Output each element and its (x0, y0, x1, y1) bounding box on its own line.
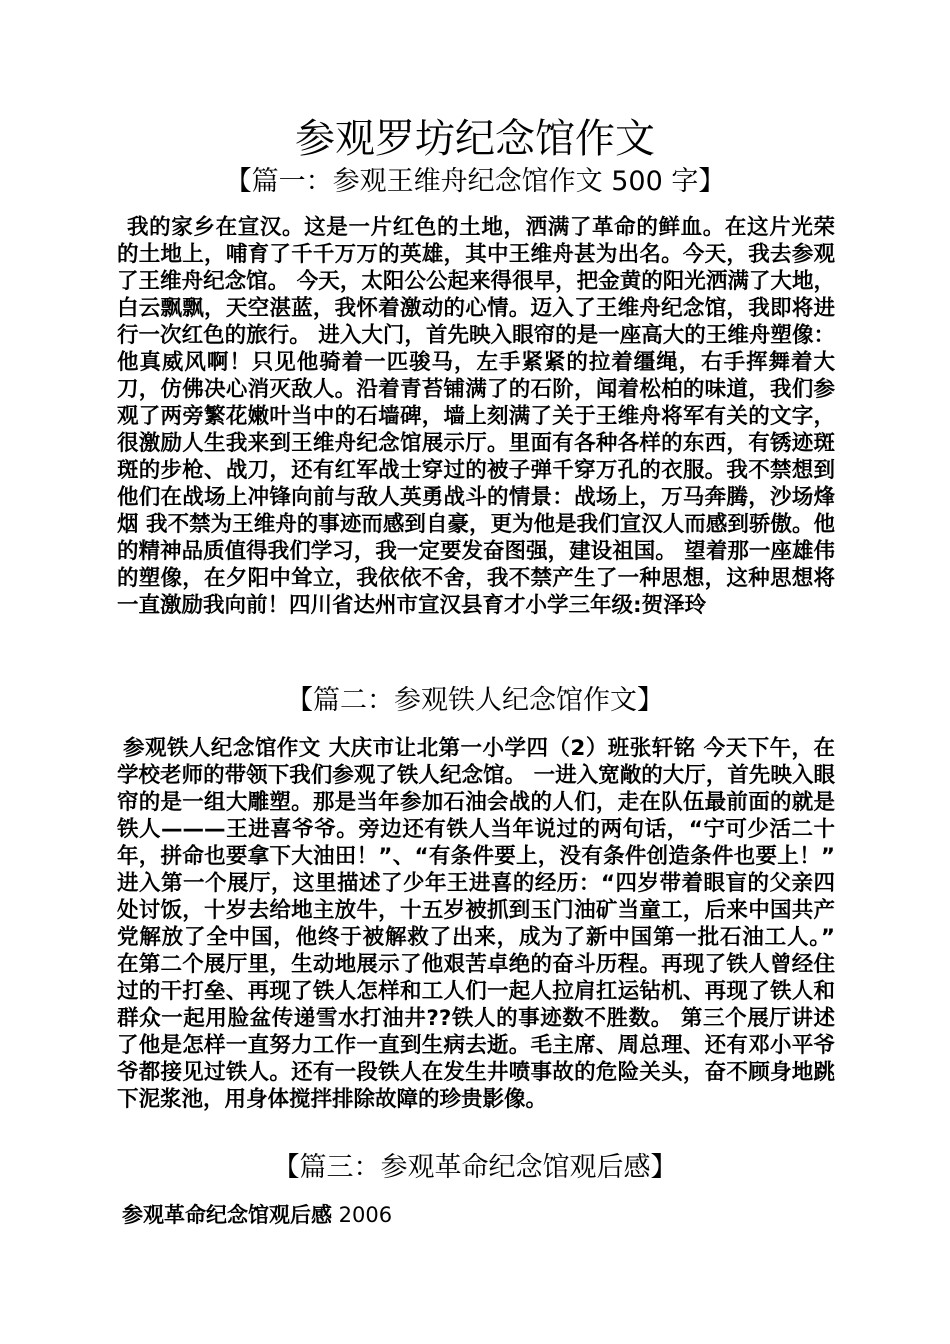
section-intro-3 (122, 1200, 392, 1230)
document-title: 参观罗坊纪念馆作文 (295, 116, 655, 162)
section-heading-1: 【篇一：参观王维舟纪念馆作文 500 字】 (224, 166, 726, 197)
section-body-2: 参观铁人纪念馆作文 大庆市让北第一小学四（2）班张轩铭 今天下午，在学校老师的带领下我们参观了铁人纪念馆。 一进入宽敞的大厅，首先映入眼帘的是一组大雕塑。那是当年参加石油会战的人们，走在队伍最前面的就是铁人———王进喜爷爷。旁边还有铁人当年说过的两句话，“宁可少活二十年，拼命也要拿下大油田！”、“有条件要上，没有条件创造条件也要上！” 进入第一个展厅，这里描述了少年王进喜的经历：“四岁带着眼盲的父亲四处讨饭，十岁去给地主放牛，十五岁被抓到玉门油矿当童工，后来中国共产党解放了全中国，他终于被解救了出来，成为了新中国第一批石油工人。” 在第二个展厅里，生动地展示了他艰苦卓绝的奋斗历程。再现了铁人曾经住过的干打垒、再现了铁人怎样和工人们一起人拉肩扛运钻机、再现了铁人和群众一起用脸盆传递雪水打油井??铁人的事迹数不胜数。 第三个展厅讲述了他是怎样一直努力工作一直到生病去逝。毛主席、周总理、还有邓小平爷爷都接见过铁人。还有一段铁人在发生井喷事故的危险关头，奋不顾身地跳下泥浆池，用身体搅拌排除故障的珍贵影像。 (117, 736, 835, 1112)
intro-year: 2006 (332, 1203, 393, 1227)
intro-title: 参观革命纪念馆观后感 (122, 1203, 332, 1227)
section-body-1: 我的家乡在宣汉。这是一片红色的土地，洒满了革命的鲜血。在这片光荣的土地上，哺育了千千万万的英雄，其中王维舟甚为出名。今天，我去参观了王维舟纪念馆。 今天，太阳公公起来得很早，把金黄的阳光洒满了大地，白云飘飘，天空湛蓝，我怀着激动的心情。迈入了王维舟纪念馆，我即将进行一次红色的旅行。 进入大门，首先映入眼帘的是一座高大的王维舟塑像：他真威风啊！只见他骑着一匹骏马，左手紧紧的拉着缰绳，右手挥舞着大刀，仿佛决心消灭敌人。沿着青苔铺满了的石阶，闻着松柏的味道，我们参观了两旁繁花嫩叶当中的石墙碑，墙上刻满了关于王维舟将军有关的文字，很激励人生我来到王维舟纪念馆展示厅。里面有各种各样的东西，有锈迹斑斑的步枪、战刀，还有红军战士穿过的被子弹千穿万孔的衣服。我不禁想到他们在战场上冲锋向前与敌人英勇战斗的情景：战场上，万马奔腾，沙场烽烟 我不禁为王维舟的事迹而感到自豪，更为他是我们宣汉人而感到骄傲。他的精神品质值得我们学习，我一定要发奋图强，建设祖国。 望着那一座雄伟的塑像，在夕阳中耸立，我依依不舍，我不禁产生了一种思想，这种思想将一直激励我向前！四川省达州市宣汉县育才小学三年级:贺泽玲 (117, 215, 835, 618)
section-heading-2: 【篇二：参观铁人纪念馆作文】 (286, 685, 664, 716)
section-heading-3: 【篇三：参观革命纪念馆观后感】 (272, 1152, 678, 1183)
